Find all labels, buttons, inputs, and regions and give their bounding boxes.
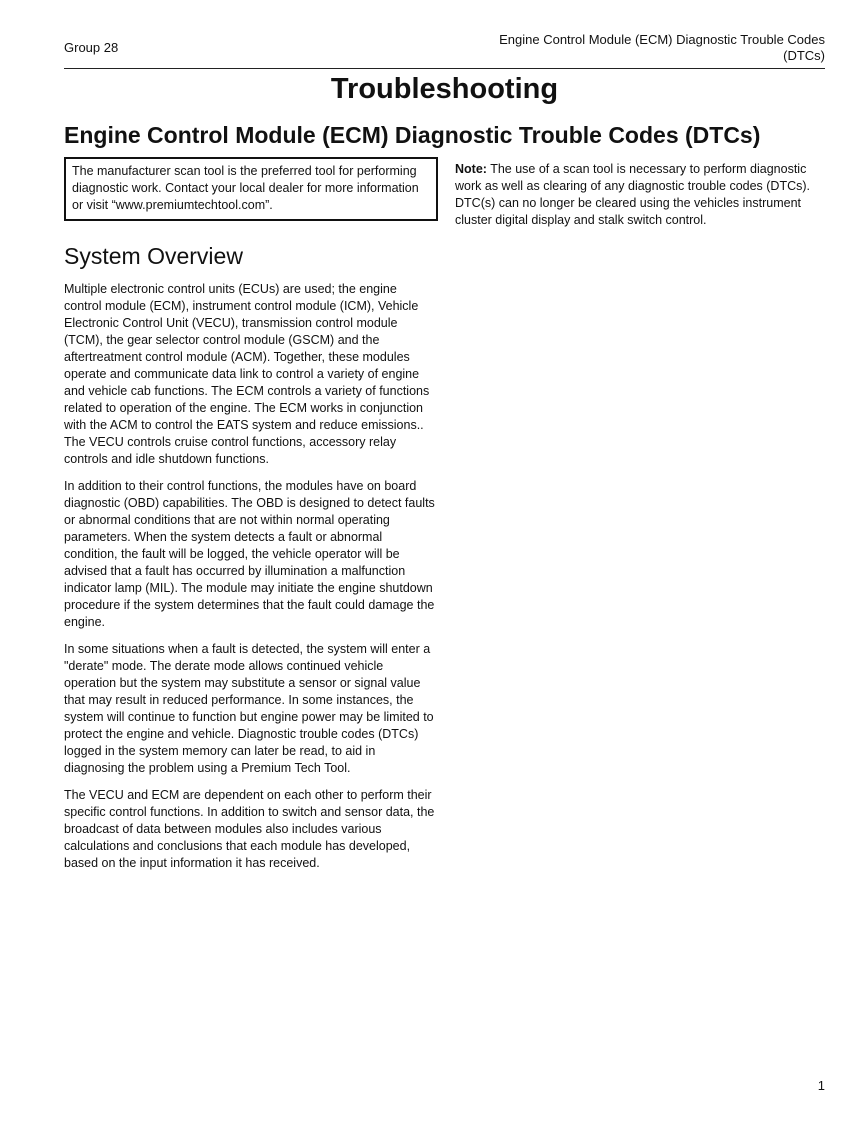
system-overview-body: [64, 281, 436, 882]
overview-paragraph-1: Multiple electronic control units (ECUs) are used; the engine control module (ECM), instrument control module (ICM), Vehicle Electronic Control Unit (VECU), transmission control module (TCM), the gear selector control module (GSCM) and the aftertreatment control module (ACM). Together, these modules operate and communicate data link to control a variety of engine and vehicle cab functions. The ECM controls a variety of functions related to operation of the engine. The ECM works in conjunction with the ACM to control the EATS system and reduce emissions.. The VECU controls cruise control functions, accessory relay controls and idle shutdown functions.: [64, 282, 430, 466]
note-paragraph: [455, 161, 827, 229]
page-number: 1: [817, 1078, 825, 1093]
header-title-line1: Engine Control Module (ECM) Diagnostic Trouble Codes: [499, 32, 825, 47]
header-group-label: Group 28: [64, 40, 119, 55]
header-divider: [64, 68, 825, 69]
scan-tool-notice-box: The manufacturer scan tool is the preferred tool for performing diagnostic work. Contact your local dealer for more information or visit “www.premiumtechtool.com”.: [64, 157, 438, 221]
header-document-title: [405, 32, 825, 64]
note-body: The use of a scan tool is necessary to perform diagnostic work as well as clearing of any diagnostic trouble codes (DTCs). DTC(s) can no longer be cleared using the vehicles instrument cluster digital display and stalk switch control.: [455, 162, 811, 227]
header-title-line2: (DTCs): [783, 48, 825, 63]
section-title: Engine Control Module (ECM) Diagnostic Trouble Codes (DTCs): [64, 122, 761, 148]
note-label: Note:: [455, 162, 487, 176]
system-overview-heading: System Overview: [64, 243, 243, 269]
overview-paragraph-4: The VECU and ECM are dependent on each other to perform their specific control functions. In addition to switch and sensor data, the broadcast of data between modules also includes various calculations and conclusions that each module has developed, based on the input information it has received.: [64, 788, 435, 870]
overview-paragraph-2: In addition to their control functions, the modules have on board diagnostic (OBD) capabilities. The OBD is designed to detect faults or abnormal conditions that are not within normal operating parameters. When the system detects a fault or abnormal condition, the fault will be logged, the vehicle operator will be advised that a fault has occurred by illumination a malfunction indicator lamp (MIL). The module may initiate the engine shutdown procedure if the system determines that the fault could damage the engine.: [64, 479, 435, 629]
overview-paragraph-3: In some situations when a fault is detected, the system will enter a "derate" mode. The derate mode allows continued vehicle operation but the system may substitute a sensor or signal value that may result in reduced performance. In some instances, the system will continue to function but engine power may be limited to protect the engine and vehicle. Diagnostic trouble codes (DTCs) logged in the system memory can later be read, to aid in diagnosing the problem using a Premium Tech Tool.: [64, 642, 434, 775]
page-title: Troubleshooting: [330, 73, 559, 105]
